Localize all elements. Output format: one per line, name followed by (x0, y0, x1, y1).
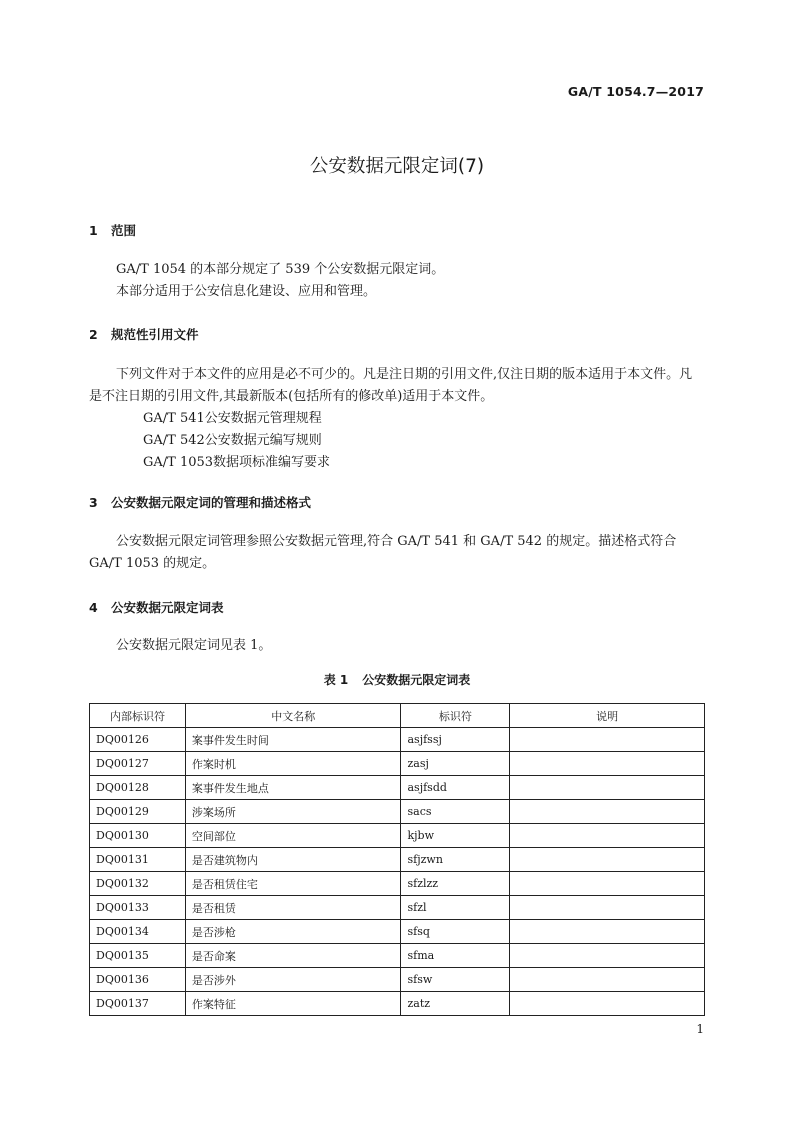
paragraph: GA/T 1054 的本部分规定了 539 个公安数据元限定词。 (116, 262, 445, 277)
table-cell: DQ00136 (90, 968, 186, 992)
section-1-body (89, 259, 705, 303)
section-1-heading (89, 221, 136, 239)
reference-item (89, 452, 705, 474)
table-cell (510, 968, 705, 992)
table-header-row (90, 704, 705, 728)
table-row (90, 968, 705, 992)
table-cell: 涉案场所 (185, 800, 401, 824)
table-cell: asjfssj (401, 728, 510, 752)
table-row (90, 992, 705, 1016)
table-cell: sfzl (401, 896, 510, 920)
standard-code: GA/T 1054.7—2017 (567, 84, 704, 99)
table-cell: DQ00134 (90, 920, 186, 944)
table-cell (510, 944, 705, 968)
column-header: 标识符 (401, 704, 510, 728)
section-number: 2 (89, 327, 98, 342)
table-row (90, 728, 705, 752)
table-cell: 案事件发生时间 (185, 728, 401, 752)
table-label: 表 1 (323, 673, 349, 687)
table-cell: 是否租赁住宅 (185, 872, 401, 896)
table-cell: 是否建筑物内 (185, 848, 401, 872)
table-cell (510, 848, 705, 872)
table-cell: 作案时机 (185, 752, 401, 776)
table-cell: 案事件发生地点 (185, 776, 401, 800)
table-cell: 是否租赁 (185, 896, 401, 920)
column-header: 说明 (510, 704, 705, 728)
reference-code: GA/T 1053 (143, 455, 214, 470)
table-cell: DQ00127 (90, 752, 186, 776)
table-cell: DQ00131 (90, 848, 186, 872)
paragraph: 公安数据元限定词见表 1。 (116, 638, 272, 653)
table-cell: 作案特征 (185, 992, 401, 1016)
reference-code: GA/T 542 (143, 433, 205, 448)
paragraph: 本部分适用于公安信息化建设、应用和管理。 (116, 284, 377, 299)
table-cell (510, 728, 705, 752)
page-number: 1 (696, 1022, 704, 1036)
paragraph: 公安数据元限定词管理参照公安数据元管理,符合 GA/T 541 和 GA/T 542 的规定。描述格式符合 GA/T 1053 的规定。 (89, 534, 677, 571)
table-cell: 空间部位 (185, 824, 401, 848)
table-cell: DQ00126 (90, 728, 186, 752)
section-3-body (89, 531, 705, 575)
column-header: 中文名称 (185, 704, 401, 728)
table-cell: sfsq (401, 920, 510, 944)
table-caption-text: 公安数据元限定词表 (362, 673, 471, 687)
section-title: 公安数据元限定词的管理和描述格式 (111, 495, 312, 510)
reference-title: 公安数据元编写规则 (204, 433, 322, 448)
table-cell (510, 872, 705, 896)
document-title: 公安数据元限定词(7) (309, 156, 485, 177)
table-cell: DQ00130 (90, 824, 186, 848)
reference-title: 数据项标准编写要求 (213, 455, 331, 470)
section-title: 规范性引用文件 (111, 327, 199, 342)
table-cell: DQ00128 (90, 776, 186, 800)
table-row (90, 800, 705, 824)
section-number: 3 (89, 495, 98, 510)
reference-item (89, 430, 705, 452)
table-cell (510, 920, 705, 944)
table-row (90, 776, 705, 800)
table-cell: zasj (401, 752, 510, 776)
table-cell (510, 824, 705, 848)
table-caption (0, 671, 794, 688)
column-header: 内部标识符 (90, 704, 186, 728)
section-title: 范围 (111, 223, 137, 238)
section-4-heading (89, 598, 224, 616)
table-cell: 是否命案 (185, 944, 401, 968)
table-cell: 是否涉枪 (185, 920, 401, 944)
table-row (90, 872, 705, 896)
table-row (90, 920, 705, 944)
table-cell (510, 992, 705, 1016)
reference-title: 公安数据元管理规程 (204, 411, 322, 426)
section-title: 公安数据元限定词表 (111, 600, 224, 615)
section-4-body (89, 635, 705, 657)
section-3-heading (89, 493, 311, 511)
table-row (90, 944, 705, 968)
qualifier-table (89, 703, 705, 1016)
table-row (90, 848, 705, 872)
reference-item (89, 408, 705, 430)
table-cell (510, 800, 705, 824)
table-cell: kjbw (401, 824, 510, 848)
table-cell: DQ00129 (90, 800, 186, 824)
table-cell: sfjzwn (401, 848, 510, 872)
table-cell: sfsw (401, 968, 510, 992)
table-cell (510, 896, 705, 920)
table-cell (510, 776, 705, 800)
table-row (90, 896, 705, 920)
paragraph: 下列文件对于本文件的应用是必不可少的。凡是注日期的引用文件,仅注日期的版本适用于本文件。凡是不注日期的引用文件,其最新版本(包括所有的修改单)适用于本文件。 (89, 367, 693, 404)
table-cell (510, 752, 705, 776)
section-number: 1 (89, 223, 98, 238)
table-row (90, 752, 705, 776)
section-2-heading (89, 325, 199, 343)
table-cell: sfzlzz (401, 872, 510, 896)
table-cell: sacs (401, 800, 510, 824)
section-number: 4 (89, 600, 98, 615)
table-cell: DQ00132 (90, 872, 186, 896)
table-cell: DQ00133 (90, 896, 186, 920)
table-cell: DQ00137 (90, 992, 186, 1016)
section-2-body (89, 364, 705, 474)
table-cell: 是否涉外 (185, 968, 401, 992)
table-cell: DQ00135 (90, 944, 186, 968)
table-cell: asjfsdd (401, 776, 510, 800)
table-row (90, 824, 705, 848)
reference-code: GA/T 541 (143, 411, 205, 426)
table-cell: zatz (401, 992, 510, 1016)
table-cell: sfma (401, 944, 510, 968)
